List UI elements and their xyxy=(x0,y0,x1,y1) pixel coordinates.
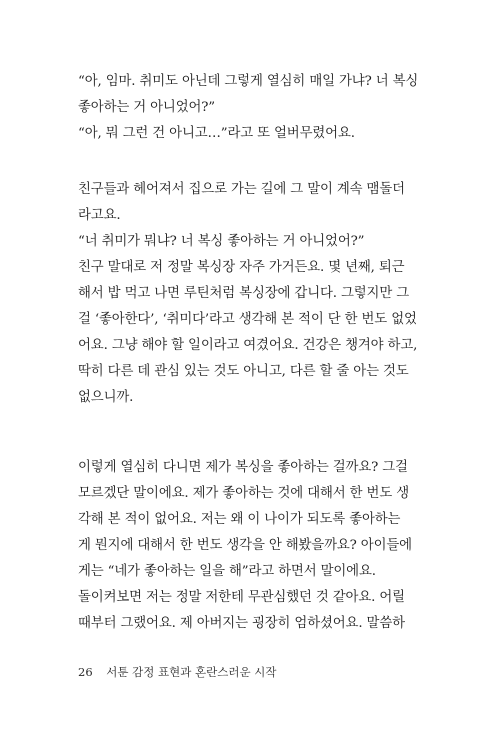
text-line: “아, 임마. 취미도 아닌데 그렇게 열심히 매일 가냐? 너 복싱 xyxy=(78,74,419,89)
text-line: 없으니까. xyxy=(78,390,134,405)
paragraph-3 xyxy=(78,455,446,637)
text-line: 때부터 그랬어요. 제 아버지는 굉장히 엄하셨어요. 말씀하 xyxy=(78,616,405,631)
text-line: 돌이켜보면 저는 정말 저한테 무관심했던 것 같아요. 어릴 xyxy=(78,590,405,605)
text-line: 딱히 다른 데 관심 있는 것도 아니고, 다른 할 줄 아는 것도 xyxy=(78,364,409,379)
text-line: 좋아하는 거 아니었어?” xyxy=(78,100,216,115)
page-footer xyxy=(78,664,276,680)
text-line: 게 뭔지에 대해서 한 번도 생각을 안 해봤을까요? 아이들에 xyxy=(78,538,412,553)
paragraph-2 xyxy=(78,177,446,411)
text-line: 해서 밥 먹고 나면 루틴처럼 복싱장에 갑니다. 그렇지만 그 xyxy=(78,286,410,301)
running-title: 서툰 감정 표현과 혼란스러운 시작 xyxy=(106,665,277,679)
text-line: 걸 ‘좋아한다’, ‘취미다’라고 생각해 본 적이 단 한 번도 없었 xyxy=(78,312,417,327)
text-line: “아, 뭐 그런 건 아니고…”라고 또 얼버무렸어요. xyxy=(78,126,355,141)
text-line: 각해 본 적이 없어요. 저는 왜 이 나이가 되도록 좋아하는 xyxy=(78,512,401,527)
text-line: 어요. 그냥 해야 할 일이라고 여겼어요. 건강은 챙겨야 하고, xyxy=(78,338,418,353)
paragraph-1 xyxy=(78,69,446,147)
text-line: 게는 “네가 좋아하는 일을 해”라고 하면서 말이에요. xyxy=(78,564,376,579)
page-number: 26 xyxy=(78,665,93,679)
text-line: 친구 말대로 저 정말 복싱장 자주 가거든요. 몇 년째, 퇴근 xyxy=(78,260,405,275)
text-line: 이렇게 열심히 다니면 제가 복싱을 좋아하는 걸까요? 그걸 xyxy=(78,460,408,475)
text-line: 친구들과 헤어져서 집으로 가는 길에 그 말이 계속 맴돌더 xyxy=(78,182,405,197)
text-line: 라고요. xyxy=(78,208,121,223)
text-line: “너 취미가 뭐냐? 너 복싱 좋아하는 거 아니었어?” xyxy=(78,234,365,249)
text-line: 모르겠단 말이에요. 제가 좋아하는 것에 대해서 한 번도 생 xyxy=(78,486,410,501)
